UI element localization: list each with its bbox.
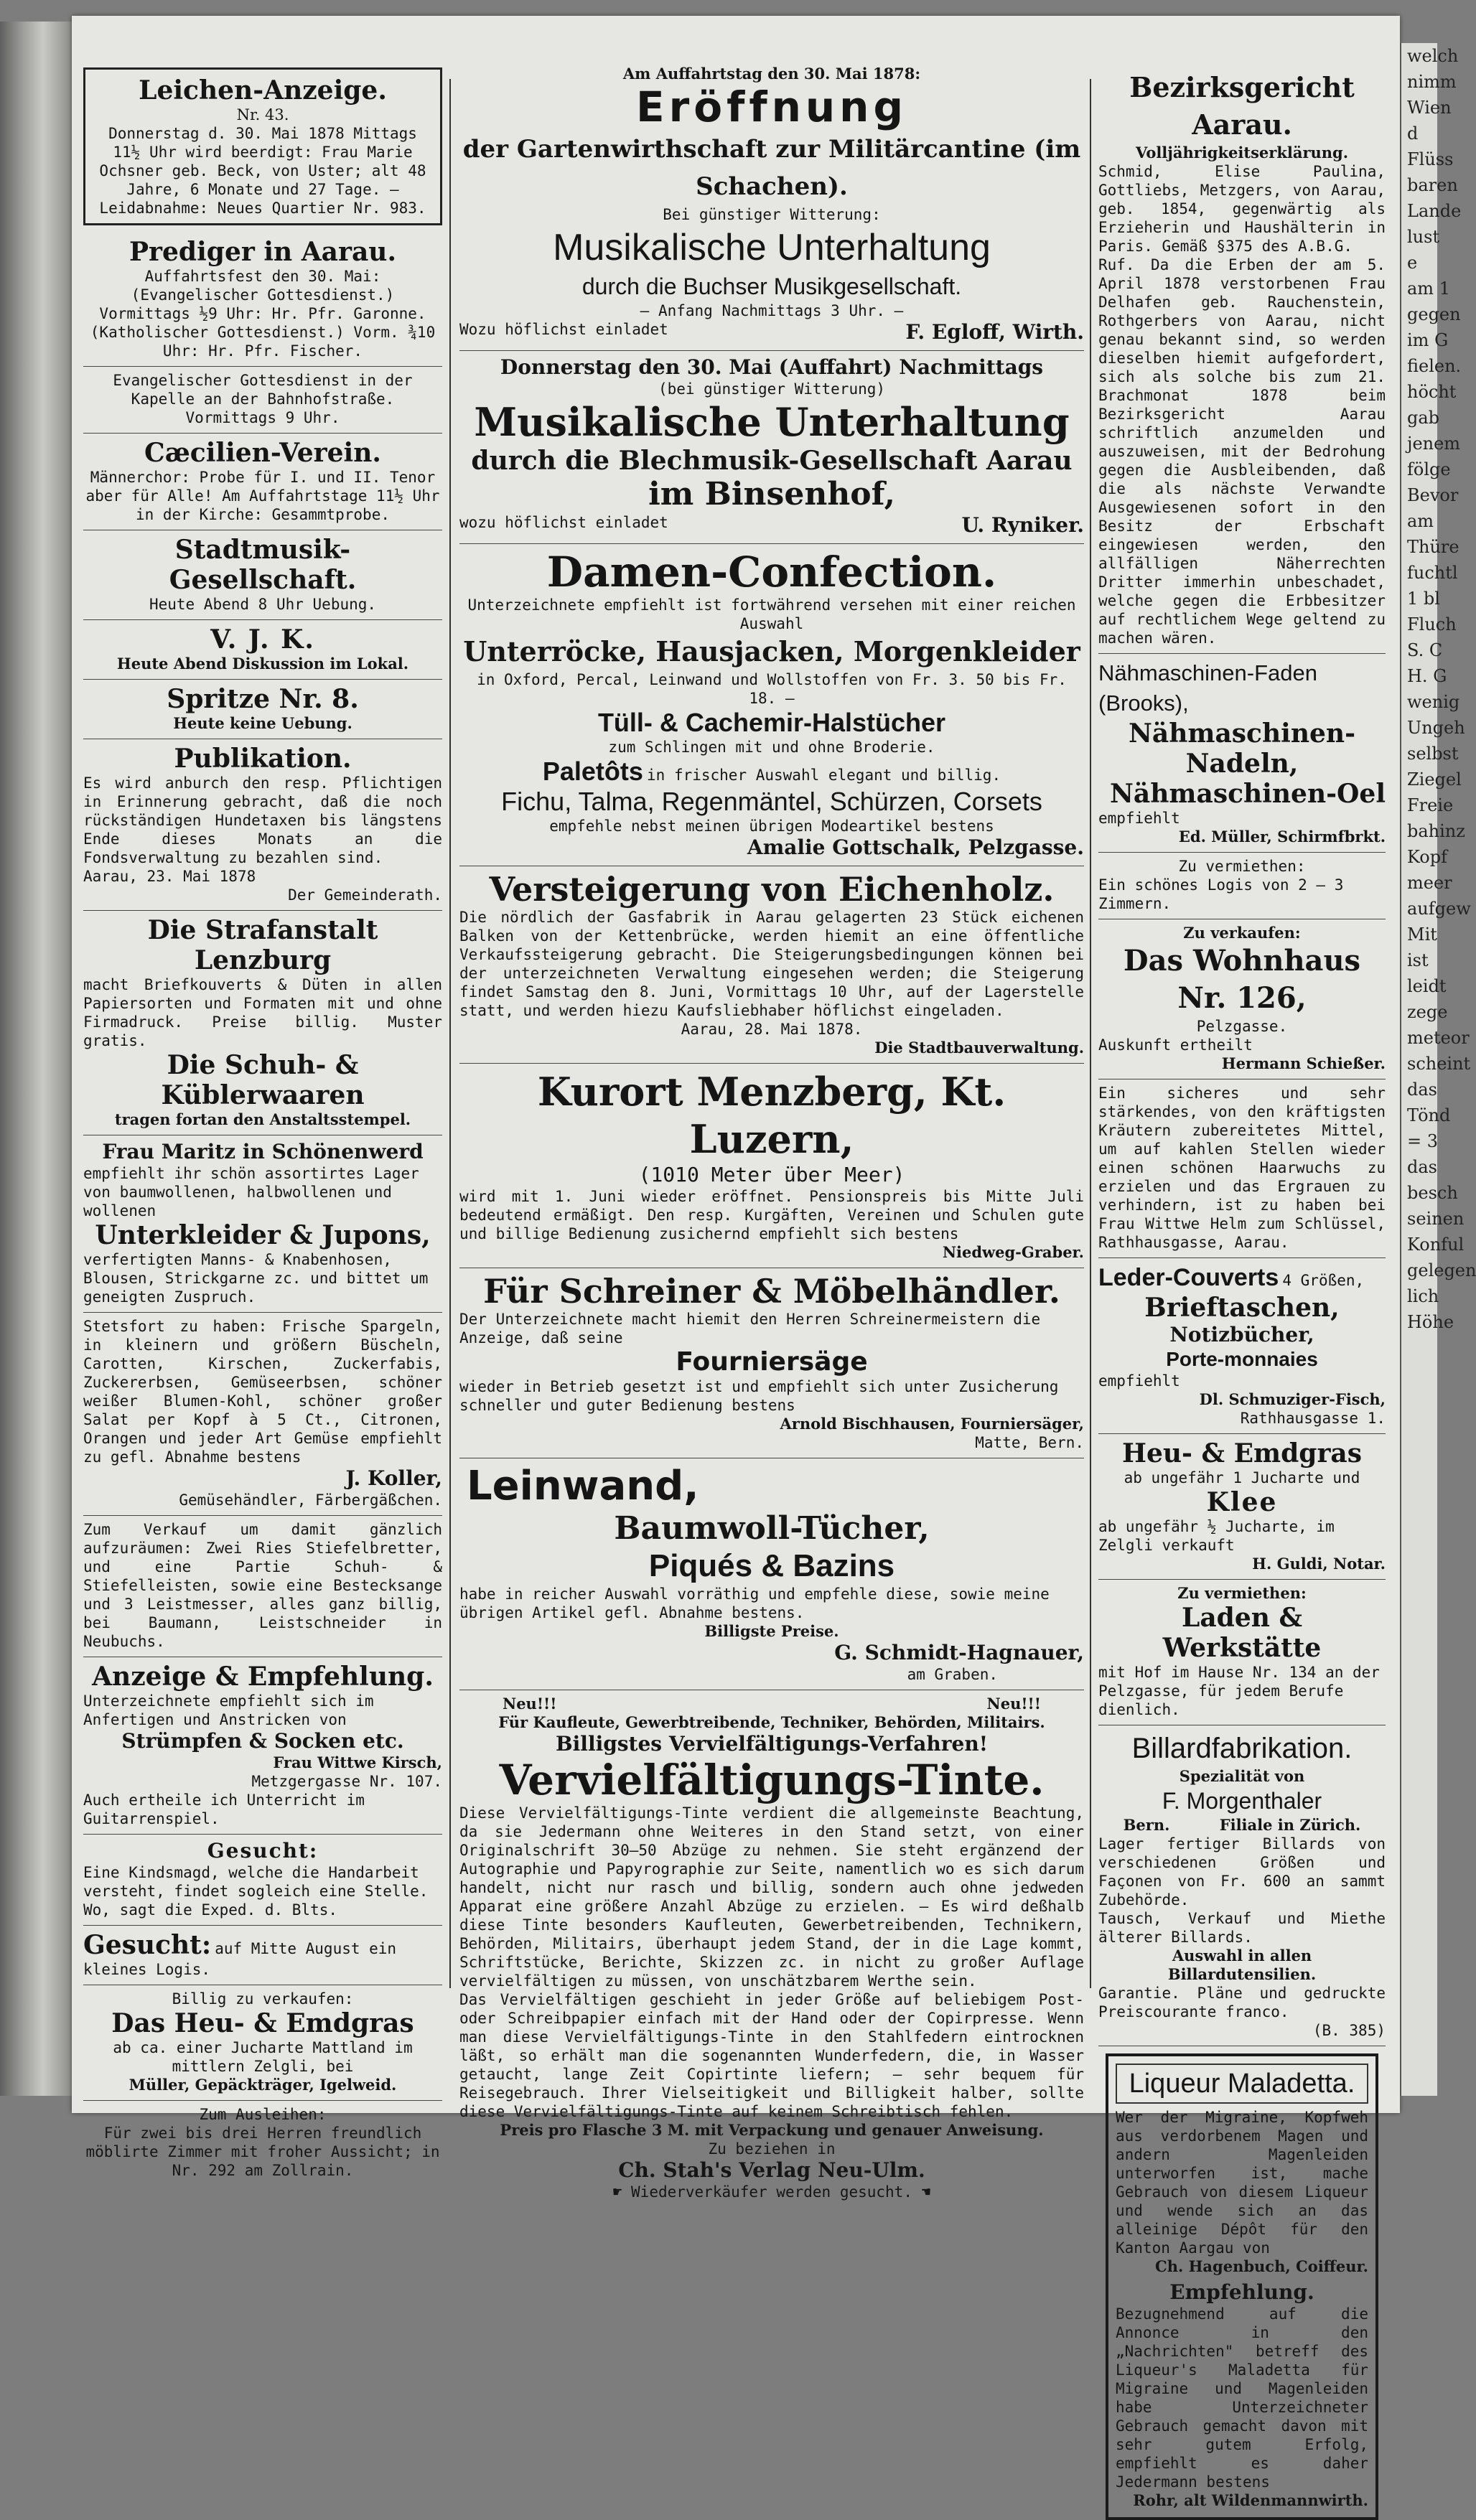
anzeige-big: Strümpfen & Socken etc. bbox=[121, 1729, 404, 1753]
brieftaschen-line: Brieftaschen, bbox=[1144, 1293, 1340, 1323]
strip-fragment: e bbox=[1407, 253, 1418, 273]
strip-fragment: gelegen bbox=[1407, 1260, 1476, 1280]
strip-fragment: fuchtl bbox=[1407, 563, 1458, 583]
paletots-title: Paletôts bbox=[542, 757, 643, 786]
einladet2: wozu höflichst einladet bbox=[459, 514, 668, 531]
tinte-verlag: Ch. Stah's Verlag Neu-Ulm. bbox=[618, 2158, 925, 2182]
binsenhof-line: im Binsenhof, bbox=[648, 476, 895, 512]
middle-column bbox=[459, 65, 1084, 2201]
strip-fragment: scheint bbox=[1407, 1054, 1471, 1074]
tinte-text: Diese Vervielfältigungs-Tinte verdient die allgemeinste Beachtung, da sie Jedermann ohne Weiteres in den Stand setzt, von einer Originalschrift 30—50 Abzüge zu nehmen. Sie steht ergänzend der Autographie und Papyrographie zur Seite, namentlich wo es sich darum handelt, nicht nur rasch und billig, sondern auch ohne jedweden Apparat eine größere Anzahl Abzüge zu erzielen. — Es wird deßhalb diese Tinte besonders Kaufleuten, Gewerbetreibenden, Technikern, Behörden, Militairs, überhaupt jedem Stand, der in die Lage kommt, Schriftstücke, Berichte, Skizzen zc. in nicht zu großer Auflage vervielfältigen zu müssen, von unschätzbarem Werthe sein. bbox=[459, 1804, 1084, 1990]
buchser-line: durch die Buchser Musikgesellschaft. bbox=[581, 273, 962, 299]
liqueur-title: Liqueur Maladetta. bbox=[1116, 2064, 1368, 2104]
neu-right: Neu!!! bbox=[986, 1695, 1041, 1713]
naeh-nadeln: Nähmaschinen-Nadeln, bbox=[1128, 718, 1356, 779]
filiale-line: Filiale in Zürich. bbox=[1219, 1816, 1361, 1834]
auswahl-line: Auswahl in allen Billardutensilien. bbox=[1167, 1947, 1317, 1983]
strip-fragment: wenig bbox=[1407, 692, 1460, 712]
strip-fragment: besch bbox=[1407, 1183, 1458, 1203]
naeh-sign: Ed. Müller, Schirmfbrkt. bbox=[1178, 828, 1386, 846]
strip-fragment: leidt bbox=[1407, 976, 1447, 996]
porte-line: Porte-monnaies bbox=[1166, 1348, 1318, 1370]
morgenthaler-line: F. Morgenthaler bbox=[1162, 1788, 1322, 1814]
damen-intro: Unterzeichnete empfiehlt ist fortwährend versehen mit einer reichen Auswahl bbox=[467, 596, 1076, 632]
column-rule-right bbox=[1090, 79, 1091, 1988]
auffahrt-line: Am Auffahrtstag den 30. Mai 1878: bbox=[622, 65, 921, 83]
strip-fragment: fielen. bbox=[1407, 356, 1462, 376]
fuer-kaufleute-line: Für Kaufleute, Gewerbtreibende, Techniker, Behörden, Militairs. bbox=[498, 1713, 1045, 1731]
laden-text: mit Hof im Hause Nr. 134 an der Pelzgasse, für jedem Berufe dienlich. bbox=[1098, 1664, 1380, 1718]
musik-title: Musikalische Unterhaltung bbox=[553, 227, 991, 268]
strip-fragment: ist bbox=[1407, 950, 1429, 970]
prediger-text: Auffahrtsfest den 30. Mai: (Evangelischer Gottesdienst.) Vormittags ½9 Uhr: Hr. Pfr. Garonne. (Katholischer Gottesdienst.) Vorm. ¾10 Uhr: Hr. Pfr. Fischer. bbox=[90, 268, 436, 360]
garantie-line: Garantie. Pläne und gedruckte Preiscourante franco. bbox=[1098, 1985, 1386, 2020]
gesucht1-title: Gesucht: bbox=[207, 1839, 319, 1863]
schlingen-line: zum Schlingen mit und ohne Broderie. bbox=[608, 739, 935, 756]
eichen-sign: Die Stadtbauverwaltung. bbox=[874, 1039, 1084, 1057]
gesucht2-text: auf Mitte August ein kleines Logis. bbox=[83, 1940, 397, 1978]
strip-fragment: Kopf bbox=[1407, 847, 1447, 867]
maritz-text1: empfiehlt ihr schön assortirtes Lager von baumwollenen, halbwollenen und wollenen bbox=[83, 1165, 419, 1219]
strip-fragment: Bevor bbox=[1407, 485, 1459, 505]
billig-sign: Müller, Gepäckträger, Igelweid. bbox=[129, 2076, 397, 2094]
leder-title: Leder-Couverts bbox=[1098, 1264, 1279, 1291]
menzberg-sign: Niedweg-Graber. bbox=[942, 1243, 1084, 1261]
strip-fragment: H. G bbox=[1407, 666, 1447, 686]
klee-text: ab ungefähr ½ Jucharte, im Zelgli verkauft bbox=[1098, 1518, 1335, 1554]
evang-gottesdienst-text: Evangelischer Gottesdienst in der Kapelle an der Bahnhofstraße. Vormittags 9 Uhr. bbox=[113, 372, 413, 426]
strip-fragment: d bbox=[1407, 123, 1419, 144]
ausleihen-title: Zum Ausleihen: bbox=[199, 2106, 327, 2123]
right-column bbox=[1098, 65, 1386, 2520]
strip-fragment: Flüss bbox=[1407, 149, 1454, 169]
piques-line: Piqués & Bazins bbox=[648, 1548, 895, 1583]
leinwand-text: habe in reicher Auswahl vorräthig und empfehle diese, sowie meine übrigen Artikel gefl. Abnahme bestens. bbox=[459, 1585, 1050, 1621]
leichen-text: Donnerstag d. 30. Mai 1878 Mittags 11½ Uhr wird beerdigt: Frau Marie Ochsner geb. Beck, von Uster; alt 48 Jahre, 6 Monate und 27 Tage. — Leidabnahme: Neues Quartier Nr. 983. bbox=[99, 125, 426, 217]
ausleihen-text: Für zwei bis drei Herren freundlich möblirte Zimmer mit froher Aussicht; in Nr. 292 am Zollrain. bbox=[85, 2125, 440, 2179]
egloff-sign: F. Egloff, Wirth. bbox=[905, 320, 1084, 344]
publikation-date: Aarau, 23. Mai 1878 bbox=[83, 868, 256, 885]
strip-fragment: Tönd bbox=[1407, 1105, 1451, 1125]
tinte-zu: Zu beziehen in bbox=[708, 2140, 836, 2158]
spritze-text: Heute keine Uebung. bbox=[173, 714, 352, 732]
strip-fragment: baren bbox=[1407, 175, 1458, 195]
strip-fragment: Freie bbox=[1407, 795, 1454, 815]
vermieten-title: Zu vermiethen: bbox=[1178, 858, 1306, 875]
strip-fragment: im G bbox=[1407, 330, 1449, 350]
book-spine-edge bbox=[0, 22, 72, 2096]
strip-fragment: Konful bbox=[1407, 1235, 1465, 1255]
spezial-line: Spezialität von bbox=[1179, 1767, 1305, 1785]
ruf-text: Ruf. Da die Erben der am 5. April 1878 verstorbenen Frau Delhafen geb. Rauchenstein, Rothgerbers von Aarau, nicht genau bekannt sind, so werden dieselben hiemit aufgefordert, sich als solche bis zum 21. Brachmonat 1878 beim Bezirksgericht Aarau schriftlich anzumelden und auszuweisen, mit der Bedrohung gegen die Ausbleibenden, daß die als nächste Verwandte Ausgewiesenen sofort in den Besitz der Erbschaft eingewiesen werden, den allfälligen Näherrechten Dritter immerhin unbeschadet, welche gegen die Erbbesitzer auf rechtlichem Wege geltend zu machen wären. bbox=[1098, 256, 1386, 647]
klee-title: Klee bbox=[1206, 1487, 1278, 1517]
damen-big: Unterröcke, Hausjacken, Morgenkleider bbox=[463, 635, 1080, 668]
garten-line: der Gartenwirthschaft zur Militärcantine (im Schachen). bbox=[462, 135, 1081, 201]
hagenbuch-sign: Ch. Hagenbuch, Coiffeur. bbox=[1154, 2257, 1368, 2275]
tinte-title: Vervielfältigungs-Tinte. bbox=[499, 1756, 1045, 1804]
strip-fragment: selbst bbox=[1407, 744, 1459, 764]
naeh-empf: empfiehlt bbox=[1098, 810, 1180, 827]
fourniersaege-title: Fourniersäge bbox=[676, 1347, 868, 1377]
anzeige-sign: Frau Wittwe Kirsch, bbox=[273, 1753, 442, 1771]
donnerstag-line: Donnerstag den 30. Mai (Auffahrt) Nachmittags bbox=[500, 355, 1044, 379]
damen-stoffe: in Oxford, Percal, Leinwand und Wollstoffen von Fr. 3. 50 bis Fr. 18. — bbox=[477, 671, 1067, 707]
spritze-title: Spritze Nr. 8. bbox=[167, 684, 359, 714]
strip-fragment: gab bbox=[1407, 408, 1440, 428]
vjk-title: V. J. K. bbox=[210, 624, 315, 655]
menzberg-height: (1010 Meter über Meer) bbox=[638, 1163, 905, 1186]
strip-fragment: meteor bbox=[1407, 1028, 1470, 1048]
strip-fragment: gegen bbox=[1407, 304, 1461, 324]
empfehlung-title: Empfehlung. bbox=[1169, 2280, 1314, 2304]
strip-fragment: Ungeh bbox=[1407, 718, 1465, 738]
strip-fragment: das bbox=[1407, 1157, 1437, 1177]
strip-fragment: lust bbox=[1407, 227, 1440, 247]
bern-line: Bern. bbox=[1123, 1816, 1170, 1834]
schreiner-intro: Der Unterzeichnete macht hiemit den Herren Schreinermeistern die Anzeige, daß seine bbox=[459, 1311, 1041, 1346]
leichen-title: Leichen-Anzeige. bbox=[139, 75, 387, 106]
leder-empf: empfiehlt bbox=[1098, 1372, 1180, 1390]
gottschalk-sign: Amalie Gottschalk, Pelzgasse. bbox=[747, 835, 1084, 859]
witterung2-line: (bei günstiger Witterung) bbox=[658, 380, 886, 398]
eichen-date: Aarau, 28. Mai 1878. bbox=[681, 1021, 863, 1038]
strip-fragment: Mit bbox=[1407, 924, 1437, 945]
koller-sign: J. Koller, bbox=[345, 1466, 442, 1490]
eichen-title: Versteigerung von Eichenholz. bbox=[489, 870, 1055, 909]
gesucht1-text: Eine Kindsmagd, welche die Handarbeit versteht, findet sogleich eine Stelle. Wo, sagt die Exped. d. Blts. bbox=[83, 1864, 429, 1919]
strip-fragment: 1 bl bbox=[1407, 589, 1440, 609]
schreiner-sign2: Matte, Bern. bbox=[975, 1434, 1084, 1451]
billig-big: Das Heu- & Emdgras bbox=[111, 2008, 414, 2038]
strip-fragment: zege bbox=[1407, 1002, 1448, 1022]
billig-text: ab ca. einer Jucharte Mattland im mittlern Zelgli, bei bbox=[113, 2039, 413, 2075]
adjacent-page-strip bbox=[1400, 43, 1476, 2096]
schreiner-sign: Arnold Bischhausen, Fourniersäger, bbox=[780, 1415, 1084, 1433]
baumwoll-line: Baumwoll-Tücher, bbox=[614, 1510, 930, 1547]
maritz-big: Unterkleider & Jupons, bbox=[95, 1220, 431, 1250]
caecilien-title: Cæcilien-Verein. bbox=[144, 438, 381, 468]
auskunft-line: Auskunft ertheilt bbox=[1098, 1036, 1253, 1054]
haar-text: Ein sicheres und sehr stärkendes, von den kräftigsten Kräutern zubereitetes Mittel, um auf kahlen Stellen wieder einen schönen Haarwuchs zu erzielen und das Ergrauen zu verhindern, ist zu haben bei Frau Wittwe Helm zum Schlüssel, Rathhausgasse, Aarau. bbox=[1098, 1085, 1386, 1251]
ryniker-sign: U. Ryniker. bbox=[961, 513, 1084, 537]
anzeige-title: Anzeige & Empfehlung. bbox=[92, 1662, 434, 1692]
schuh-sub: tragen fortan den Anstaltsstempel. bbox=[114, 1110, 411, 1128]
prediger-title: Prediger in Aarau. bbox=[129, 237, 396, 267]
stadtmusik-text: Heute Abend 8 Uhr Uebung. bbox=[149, 596, 377, 613]
left-column bbox=[83, 65, 442, 2180]
strip-fragment: aufgew bbox=[1407, 899, 1471, 919]
guldi-sign: H. Guldi, Notar. bbox=[1252, 1555, 1386, 1573]
leder-sign: Dl. Schmuziger-Fisch, bbox=[1199, 1390, 1386, 1408]
liqueur-text: Wer der Migraine, Kopfweh aus verdorbenem Magen und andern Magenleiden unterworfen ist, mache Gebrauch von diesem Liqueur und wende sich an das alleinige Dépôt für den Kanton Aargau von bbox=[1116, 2109, 1368, 2257]
schreiner-text: wieder in Betrieb gesetzt ist und empfiehlt sich unter Zusicherung schneller und guter Bedienung bestens bbox=[459, 1378, 1059, 1414]
pelzgasse-line: Pelzgasse. bbox=[1196, 1018, 1288, 1035]
liqueur-box bbox=[1106, 2053, 1378, 2520]
baumann-text: Zum Verkauf um damit gänzlich aufzuräumen: Zwei Ries Stiefelbretter, und eine Partie Schuh- & Stiefelleisten, sowie eine Bestecksange und 3 Leistmesser, alles ganz billig, bei Baumann, Leistschneider in Neubuchs. bbox=[83, 1521, 442, 1650]
leinwand-title: Leinwand, bbox=[467, 1463, 699, 1509]
naeh-title: Nähmaschinen-Faden (Brooks), bbox=[1098, 660, 1318, 716]
billig-title: Billig zu verkaufen: bbox=[172, 1990, 354, 2008]
laden-pre: Zu vermiethen: bbox=[1177, 1584, 1307, 1602]
strip-fragment: welch bbox=[1407, 46, 1459, 66]
publikation-title: Publikation. bbox=[174, 744, 352, 774]
anzeige-text2: Auch ertheile ich Unterricht im Guitarrenspiel. bbox=[83, 1791, 365, 1827]
rohr-sign: Rohr, alt Wildenmannwirth. bbox=[1133, 2491, 1368, 2509]
column-rule-left bbox=[449, 79, 451, 1988]
strip-fragment: seinen bbox=[1407, 1209, 1465, 1229]
voll-title: Volljährigkeitserklärung. bbox=[1135, 144, 1349, 161]
blechmusik-line: durch die Blechmusik-Gesellschaft Aarau bbox=[471, 446, 1073, 476]
tuell-line: Tüll- & Cachemir-Halstücher bbox=[597, 708, 946, 737]
strip-fragment: meer bbox=[1407, 873, 1452, 893]
strip-fragment: Fluch bbox=[1407, 614, 1457, 634]
vermieten-text: Ein schönes Logis von 2 — 3 Zimmern. bbox=[1098, 876, 1344, 912]
strip-fragment: Wien bbox=[1407, 98, 1452, 118]
strip-fragment: bahinz bbox=[1407, 821, 1465, 841]
einladet1: Wozu höflichst einladet bbox=[459, 321, 668, 338]
strip-fragment: fölge bbox=[1407, 459, 1451, 479]
heu-text: ab ungefähr 1 Jucharte und bbox=[1124, 1469, 1360, 1486]
lenzburg-title: Die Strafanstalt Lenzburg bbox=[147, 915, 378, 975]
notizbuecher-line: Notizbücher, bbox=[1169, 1323, 1314, 1346]
maritz-text2: verfertigten Manns- & Knabenhosen, Blousen, Strickgarne zc. und bittet um geneigten Zuspruch. bbox=[83, 1251, 429, 1306]
strip-fragment: Thüre bbox=[1407, 537, 1459, 557]
neu-left: Neu!!! bbox=[503, 1695, 557, 1713]
anzeige-text: Unterzeichnete empfiehlt sich im Anfertigen und Anstricken von bbox=[83, 1692, 374, 1728]
gesucht2-title: Gesucht: bbox=[83, 1930, 212, 1960]
musik2-title: Musikalische Unterhaltung bbox=[474, 399, 1070, 445]
caecilien-text: Männerchor: Probe für I. und II. Tenor aber für Alle! Am Auffahrtstage 11½ Uhr in der Kirche: Gesammtprobe. bbox=[85, 469, 440, 523]
verkaufen-title: Zu verkaufen: bbox=[1183, 924, 1301, 942]
strip-fragment: das bbox=[1407, 1079, 1437, 1100]
tinte-price: Preis pro Flasche 3 M. mit Verpackung und genauer Anweisung. bbox=[500, 2121, 1044, 2139]
wohnhaus-title: Das Wohnhaus Nr. 126, bbox=[1123, 944, 1361, 1015]
anzeige-sign2: Metzgergasse Nr. 107. bbox=[251, 1773, 442, 1790]
schreiner-title: Für Schreiner & Möbelhändler. bbox=[483, 1272, 1060, 1311]
schiesser-sign: Hermann Schießer. bbox=[1221, 1054, 1386, 1072]
strip-fragment: lich bbox=[1407, 1286, 1439, 1306]
laden-title: Laden & Werkstätte bbox=[1162, 1603, 1322, 1663]
billard-title: Billardfabrikation. bbox=[1131, 1733, 1353, 1764]
lenzburg-text: macht Briefkouverts & Düten in allen Papiersorten und Formaten mit und ohne Firmadruck. Preise billig. Muster gratis. bbox=[83, 976, 442, 1049]
strip-fragment: S. C bbox=[1407, 640, 1443, 660]
leichen-anzeige-box bbox=[83, 67, 442, 225]
leder-sign2: Rathhausgasse 1. bbox=[1240, 1410, 1386, 1427]
strip-fragment: jenem bbox=[1407, 434, 1461, 454]
koller-text: Stetsfort zu haben: Frische Spargeln, in kleinern und größern Büscheln, Carotten, Kirschen, Zuckerfabis, Zuckererbsen, Gemüseerbsen, schöner weißer Blumen-Kohl, schöner großer Salat per Kopf à 5 Ct., Citronen, Orangen und jeder Art Gemüse empfiehlt zu gefl. Abnahme bestens bbox=[83, 1318, 442, 1466]
billigste-preise: Billigste Preise. bbox=[704, 1622, 839, 1640]
empfehlung-text: Bezugnehmend auf die Annonce in den „Nachrichten" betreff des Liqueur's Maladetta für Migraine und Magenleiden habe Unterzeichneter Gebrauch gemacht davon mit sehr gutem Erfolg, empfiehlt es daher Jedermann bestens bbox=[1116, 2305, 1368, 2491]
heu-title: Heu- & Emdgras bbox=[1121, 1438, 1363, 1469]
eroeffnung-title: Eröffnung bbox=[636, 83, 907, 131]
paletots-rest: in frischer Auswahl elegant und billig. bbox=[647, 767, 1001, 784]
leichen-nr: Nr. 43. bbox=[236, 106, 289, 123]
tinte-text2: Das Vervielfältigen geschieht in jeder Größe auf beliebigem Post- oder Schreibpapier einfach mit der Hand oder der Copirpresse. Wenn man diese Vervielfältigungs-Tinte in den Stahlfedern eintrocknen läßt, so erhält man die sogenannten Wunderfedern, die, in Wasser getaucht, lange Zeit Copirtinte liefern; — sehr bequem für Reisegebrauch. Ihrer Vielseitigkeit und Billigkeit halber, sollte diese Vervielfältigungs-Tinte auf keinem Schreibtisch fehlen. bbox=[459, 1991, 1084, 2120]
koller-sign2: Gemüsehändler, Färbergäßchen. bbox=[179, 1491, 442, 1509]
pointing-hand-left-icon: ☛ bbox=[612, 2183, 622, 2201]
empfehle-line: empfehle nebst meinen übrigen Modeartikel bestens bbox=[549, 818, 994, 835]
strip-fragment: Höhe bbox=[1407, 1312, 1454, 1332]
tausch-line: Tausch, Verkauf und Miethe älterer Billards. bbox=[1098, 1910, 1386, 1946]
menzberg-text: wird mit 1. Juni wieder eröffnet. Pensionspreis bis Mitte Juli bedeutend ermäßigt. Den resp. Kurgäften, Vereinen und Schulen gute und billige Bedienung zusichernd empfiehlt sich bestens bbox=[459, 1188, 1084, 1242]
eichen-text: Die nördlich der Gasfabrik in Aarau gelagerten 23 Stück eichenen Balken von der Kettenbrücke, werden hiemit an eine öffentliche Verkaufssteigerung gebracht. Die Steigerungsbedingungen können bei der unterzeichneten Verwaltung eingesehen werden; die Steigerung findet Samstag den 8. Juni, Vormittags 10 Uhr, auf der Lagerstelle statt, und werden hiezu Kaufsliebhaber höflichst eingeladen. bbox=[459, 909, 1084, 1019]
witterung-line: Bei günstiger Witterung: bbox=[663, 206, 881, 223]
strip-fragment: am 1 bbox=[1407, 278, 1450, 299]
strip-fragment: nimm bbox=[1407, 72, 1457, 92]
publikation-sign: Der Gemeinderath. bbox=[288, 886, 442, 904]
pointing-hand-right-icon: ☚ bbox=[921, 2183, 931, 2201]
maritz-title: Frau Maritz in Schönenwerd bbox=[102, 1140, 424, 1163]
strip-fragment: = 3 bbox=[1407, 1131, 1439, 1151]
vjk-text: Heute Abend Diskussion im Lokal. bbox=[116, 655, 409, 673]
menzberg-title: Kurort Menzberg, Kt. Luzern, bbox=[537, 1069, 1006, 1162]
fichu-line: Fichu, Talma, Regenmäntel, Schürzen, Corsets bbox=[501, 787, 1042, 816]
anfang-line: — Anfang Nachmittags 3 Uhr. — bbox=[640, 302, 904, 319]
leinwand-sign: G. Schmidt-Hagnauer, bbox=[834, 1641, 1084, 1664]
billard-text: Lager fertiger Billards von verschiedenen Größen und Façonen von Fr. 600 an sammt Zubehörde. bbox=[1098, 1835, 1386, 1908]
strip-fragment: Lande bbox=[1407, 201, 1462, 221]
b385-ref: (B. 385) bbox=[1312, 2022, 1386, 2039]
naeh-oel: Nähmaschinen-Oel bbox=[1110, 779, 1386, 809]
strip-fragment: Ziegel bbox=[1407, 769, 1462, 790]
damen-title: Damen-Confection. bbox=[546, 548, 997, 596]
bezirk-title: Bezirksgericht Aarau. bbox=[1129, 71, 1355, 141]
billigstes-line: Billigstes Vervielfältigungs-Verfahren! bbox=[556, 1732, 988, 1756]
publikation-text: Es wird anburch den resp. Pflichtigen in Erinnerung gebracht, daß die noch rückständigen Hundetaxen bis längstens Ende dieses Monats an die Fondsverwaltung zu bezahlen sind. bbox=[83, 774, 442, 866]
schuh-title: Die Schuh- & Küblerwaaren bbox=[161, 1050, 365, 1110]
stadtmusik-title: Stadtmusik-Gesellschaft. bbox=[169, 535, 357, 595]
wiederverkaeufer-line: ☛ Wiederverkäufer werden gesucht. ☚ bbox=[612, 2183, 931, 2201]
strip-fragment: höcht bbox=[1407, 382, 1457, 402]
leder-groessen: 4 Größen, bbox=[1282, 1272, 1365, 1289]
voll-text: Schmid, Elise Paulina, Gottliebs, Metzgers, von Aarau, geb. 1854, gegenwärtig als Erzieherin und Haushälterin in Paris. Gemäß §375 des A.B.G. bbox=[1098, 163, 1386, 255]
strip-fragment: am bbox=[1407, 511, 1434, 531]
leinwand-sign2: am Graben. bbox=[907, 1666, 998, 1683]
